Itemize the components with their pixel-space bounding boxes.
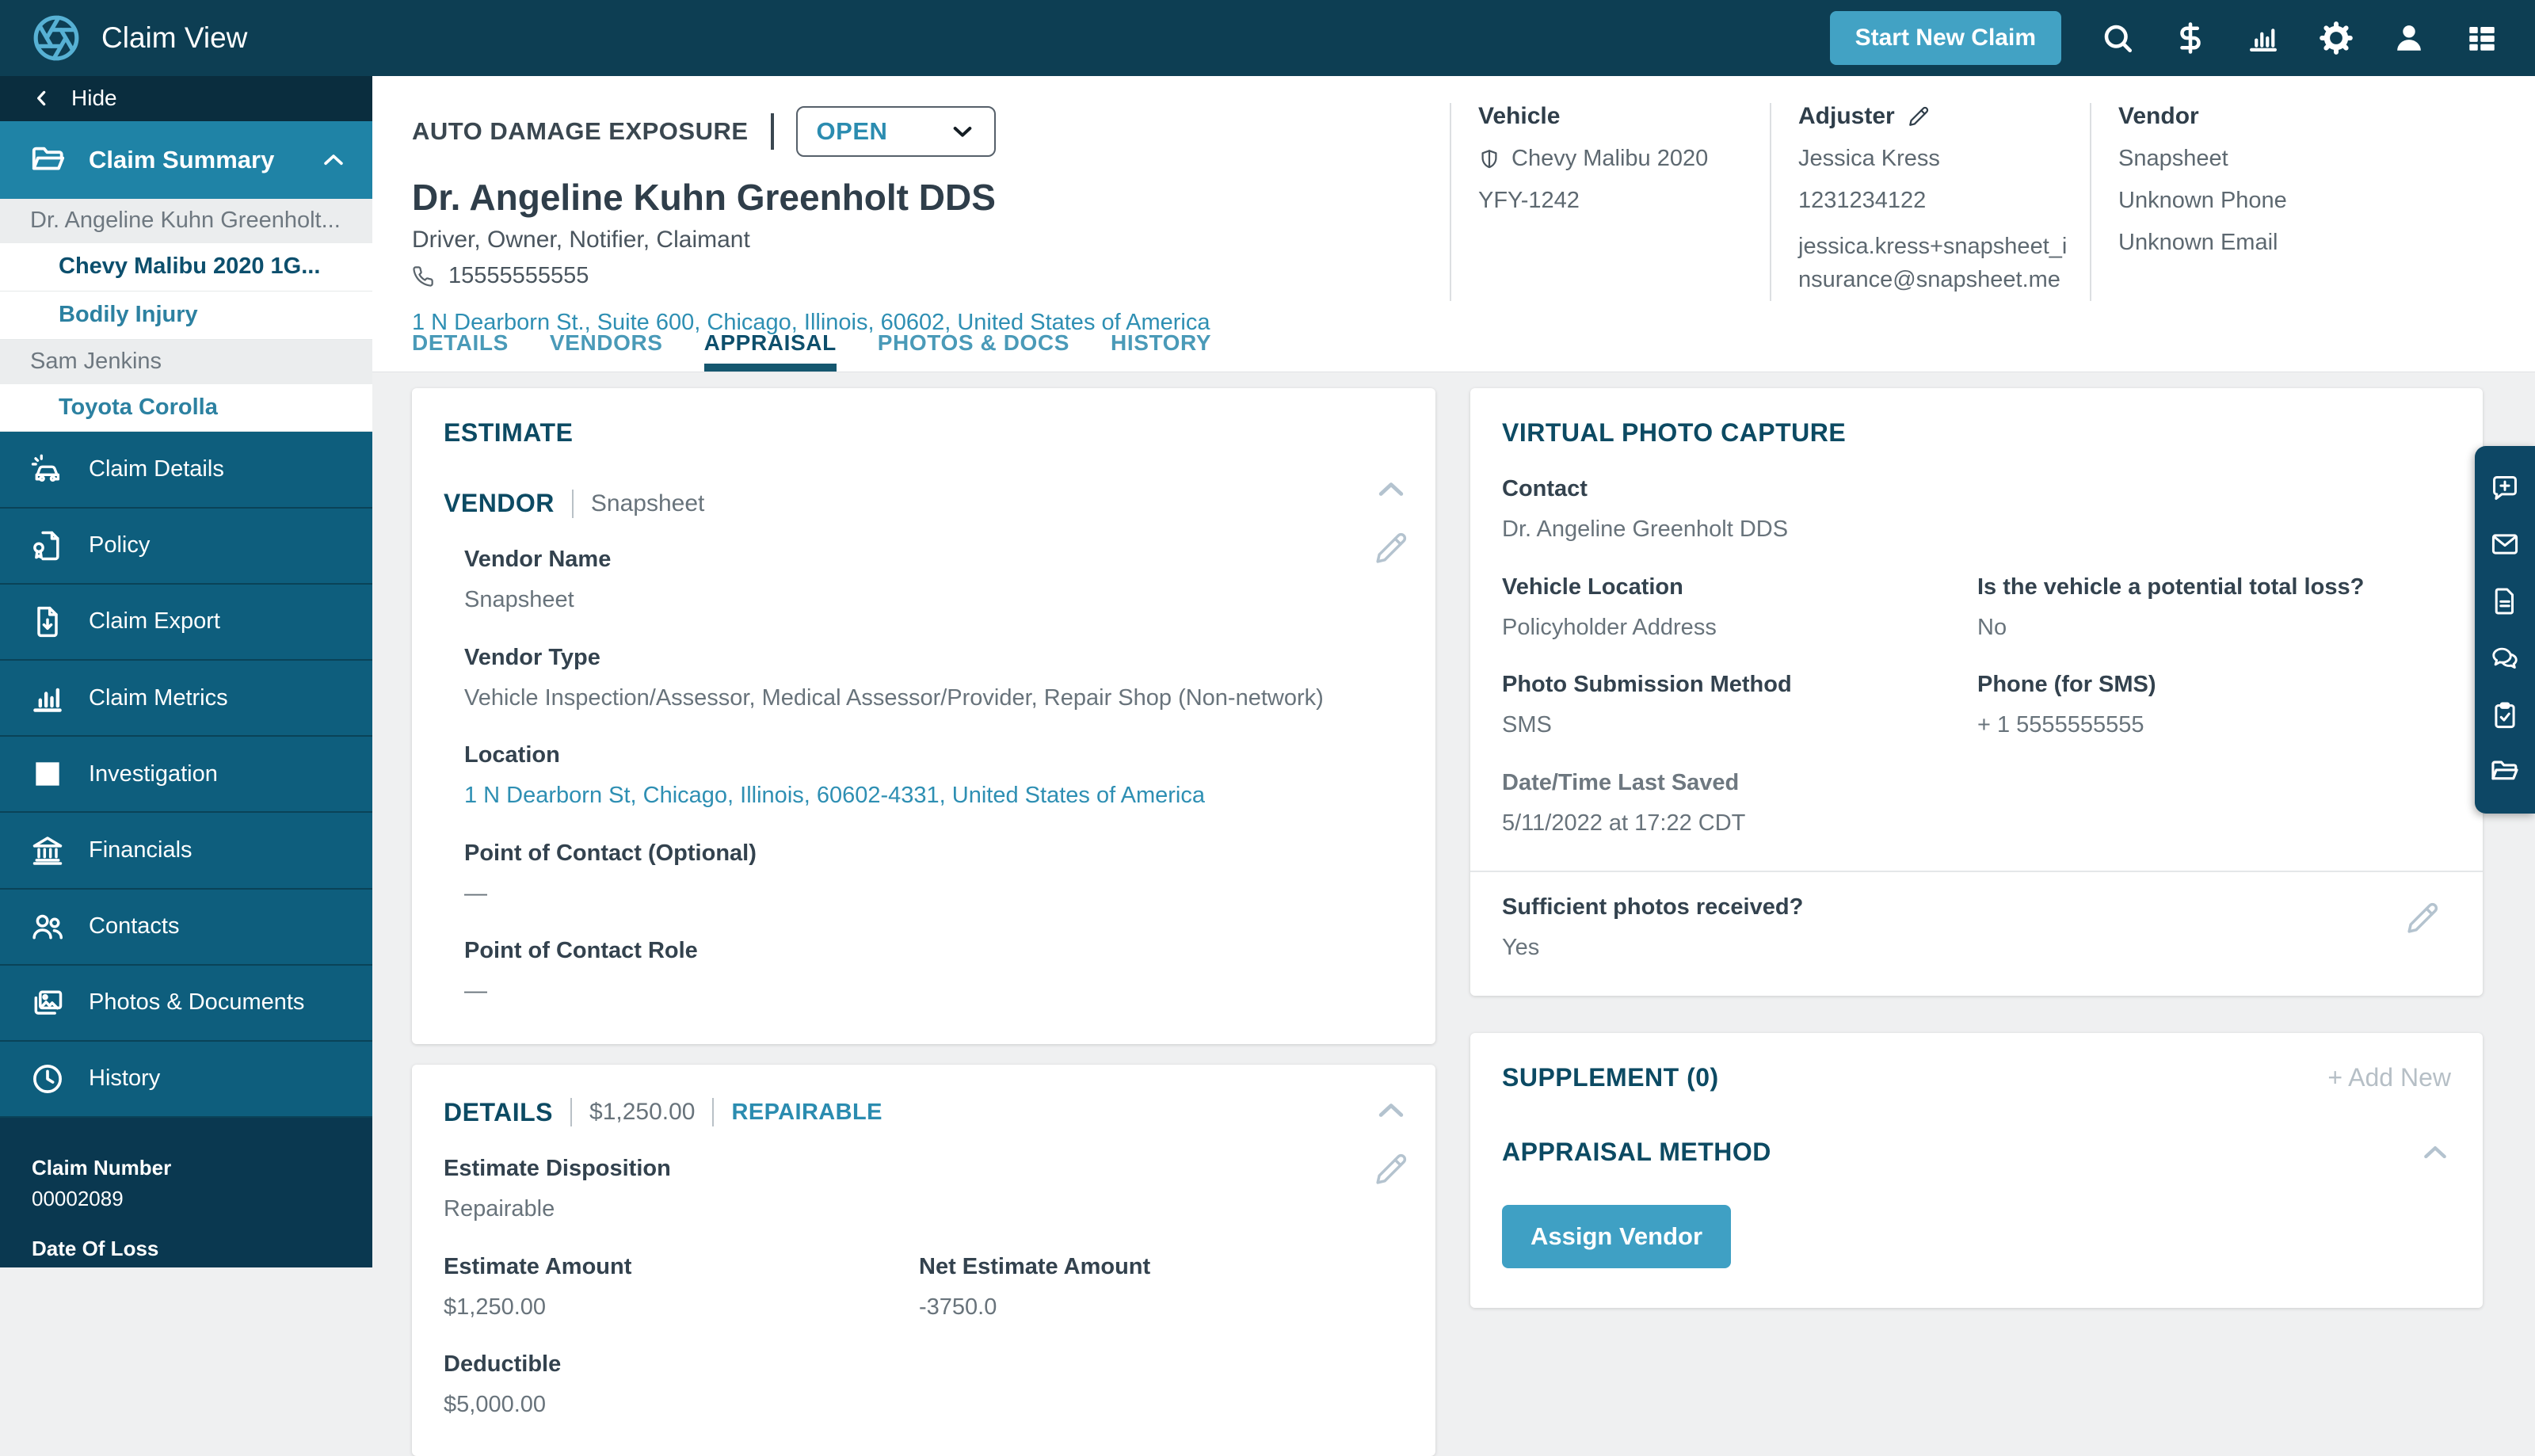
vendor-section-value: Snapsheet [590, 490, 705, 516]
menu-item-label: Policy [89, 532, 151, 558]
hide-label: Hide [71, 86, 117, 111]
grid-menu-icon[interactable] [2465, 21, 2499, 55]
tab-photos-docs[interactable]: PHOTOS & DOCS [877, 330, 1069, 355]
search-icon[interactable] [2101, 21, 2134, 55]
square-icon [30, 757, 65, 791]
field-value: Vehicle Inspection/Assessor, Medical Assessor/Provider, Repair Shop (Non-network) [464, 684, 1324, 711]
metrics-icon[interactable] [2247, 21, 2280, 55]
vpc-total-loss-field [1977, 574, 2451, 644]
tree-item-label: Bodily Injury [59, 302, 198, 328]
location-link[interactable]: 1 N Dearborn St, Chicago, Illinois, 60602-4331, United States of America [464, 783, 1205, 809]
car-crash-icon [30, 452, 65, 486]
folder-open-icon [30, 142, 67, 178]
field-value: 5/11/2022 at 17:22 CDT [1502, 810, 1746, 836]
menu-item-label: Photos & Documents [89, 989, 305, 1016]
chevron-down-icon [950, 119, 975, 144]
field-value: $5,000.00 [444, 1392, 547, 1418]
sidebar-item-claim-metrics[interactable] [0, 661, 372, 737]
menu-item-label: Investigation [89, 760, 218, 787]
edit-pencil-icon[interactable] [1908, 105, 1930, 128]
field-value: — [464, 978, 487, 1004]
sidebar-item-contacts[interactable] [0, 890, 372, 966]
separator [572, 490, 574, 518]
field-label: Date/Time Last Saved [1502, 769, 1740, 795]
vendor-type-field [464, 645, 1404, 715]
field-value: Yes [1502, 935, 1540, 961]
photos-icon [30, 985, 65, 1020]
start-new-claim-button[interactable]: Start New Claim [1830, 11, 2061, 65]
field-value: No [1977, 614, 2007, 640]
claim-number-value: 00002089 [32, 1187, 124, 1211]
user-icon[interactable] [2392, 21, 2426, 55]
settings-gear-icon[interactable] [2320, 21, 2353, 55]
claim-header [372, 76, 2535, 372]
sidebar-tree-bodily-injury[interactable] [0, 292, 372, 340]
sidebar-tree-sam-jenkins[interactable] [0, 340, 372, 384]
add-note-icon[interactable] [2490, 473, 2520, 503]
collapse-chevron-icon[interactable] [1374, 1093, 1409, 1128]
menu-item-label: Claim Details [89, 455, 224, 482]
location-field [464, 742, 1404, 812]
exposure-tabs [412, 330, 1211, 372]
sidebar-item-photos-documents[interactable] [0, 966, 372, 1042]
estimate-disposition-field [444, 1156, 1404, 1225]
sidebar-tree-vehicle-malibu[interactable] [0, 243, 372, 292]
vendor-name: Snapsheet [2118, 146, 2228, 171]
dollar-icon[interactable] [2174, 21, 2207, 55]
add-new-supplement-button[interactable]: + Add New [2327, 1062, 2451, 1092]
net-estimate-amount-field [919, 1254, 1404, 1324]
header-vehicle-column [1450, 103, 1770, 301]
chevron-up-icon [320, 147, 347, 173]
claimant-address-link[interactable]: 1 N Dearborn St., Suite 600, Chicago, Illinois, 60602, United States of America [412, 310, 1210, 335]
sidebar-tree-toyota-corolla[interactable] [0, 384, 372, 433]
sidebar-item-claim-summary[interactable] [0, 121, 372, 199]
vehicle-plate: YFY-1242 [1478, 188, 1580, 213]
claimant-roles: Driver, Owner, Notifier, Claimant [412, 227, 750, 253]
estimate-card-title: ESTIMATE [444, 418, 574, 447]
vehicle-name: Chevy Malibu 2020 [1511, 146, 1709, 171]
quick-actions-toolbar [2475, 446, 2535, 814]
conversations-icon[interactable] [2490, 643, 2520, 673]
field-label: Vendor Type [464, 644, 600, 670]
field-label: Contact [1502, 476, 1588, 501]
menu-item-label: Contacts [89, 913, 180, 940]
vpc-last-saved-field [1502, 770, 2451, 840]
phone-icon [412, 265, 434, 288]
supplement-card [1470, 1033, 2483, 1308]
aperture-logo-icon [32, 13, 81, 63]
assign-vendor-button[interactable]: Assign Vendor [1502, 1205, 1731, 1268]
sidebar-tree-claimant[interactable] [0, 199, 372, 243]
adjuster-label: Adjuster [1798, 103, 1895, 129]
email-icon[interactable] [2490, 529, 2520, 559]
chevron-left-icon [32, 88, 52, 109]
tasks-clipboard-icon[interactable] [2490, 700, 2520, 730]
menu-item-label: Claim Metrics [89, 684, 228, 711]
vpc-submission-method-field [1502, 672, 1977, 741]
sidebar-item-history[interactable] [0, 1042, 372, 1118]
collapse-chevron-icon[interactable] [2419, 1137, 2451, 1168]
tree-item-label: Sam Jenkins [30, 349, 162, 375]
estimate-amount-field [444, 1254, 919, 1324]
field-value: $1,250.00 [444, 1294, 547, 1320]
tree-item-label: Chevy Malibu 2020 1G... [59, 253, 321, 280]
claim-status-value: OPEN [816, 117, 888, 145]
sidebar-item-claim-details[interactable] [0, 432, 372, 508]
field-value: Snapsheet [464, 587, 574, 612]
policy-document-icon [30, 528, 65, 563]
menu-item-label: Claim Export [89, 608, 220, 635]
sidebar-hide-button[interactable] [0, 76, 372, 121]
vehicle-label: Vehicle [1478, 103, 1561, 129]
field-label: Estimate Amount [444, 1253, 632, 1279]
people-icon [30, 909, 65, 944]
field-label: Vehicle Location [1502, 574, 1683, 600]
separator [771, 113, 774, 150]
document-icon[interactable] [2490, 586, 2520, 616]
files-folder-icon[interactable] [2490, 757, 2520, 787]
appraisal-method-title: APPRAISAL METHOD [1502, 1138, 1771, 1167]
field-value: SMS [1502, 712, 1552, 738]
tree-item-label: Toyota Corolla [59, 394, 218, 420]
vpc-card-title: VIRTUAL PHOTO CAPTURE [1502, 418, 1847, 447]
vpc-vehicle-location-field [1502, 574, 1977, 644]
details-card [412, 1065, 1435, 1456]
adjuster-phone: 1231234122 [1798, 188, 1927, 213]
edit-pencil-icon[interactable] [1374, 1152, 1409, 1187]
field-label: Net Estimate Amount [919, 1253, 1151, 1279]
tab-details[interactable]: DETAILS [412, 330, 509, 355]
header-vendor-column [2090, 103, 2430, 301]
field-label: Point of Contact Role [464, 938, 698, 964]
collapse-chevron-icon[interactable] [1374, 472, 1409, 507]
vpc-sms-phone-field [1977, 672, 2451, 741]
point-of-contact-role-field [464, 938, 1404, 1008]
sidebar-item-financials[interactable] [0, 813, 372, 889]
tree-item-label: Dr. Angeline Kuhn Greenholt... [30, 208, 341, 234]
tab-vendors[interactable]: VENDORS [549, 330, 663, 355]
vpc-sufficient-photos-row [1502, 872, 2451, 996]
clock-icon [30, 1062, 65, 1096]
tab-history[interactable]: HISTORY [1111, 330, 1212, 355]
field-label: Is the vehicle a potential total loss? [1977, 574, 2365, 600]
menu-item-label: History [89, 1065, 161, 1092]
exposure-label: AUTO DAMAGE EXPOSURE [412, 117, 749, 145]
separator [712, 1098, 714, 1126]
field-value: — [464, 880, 487, 906]
field-label: Phone (for SMS) [1977, 672, 2156, 698]
details-status-badge: REPAIRABLE [731, 1099, 882, 1125]
date-of-loss-label: Date Of Loss [32, 1237, 159, 1261]
details-amount: $1,250.00 [589, 1099, 696, 1126]
field-label: Point of Contact (Optional) [464, 840, 757, 866]
claim-status-dropdown[interactable] [796, 106, 996, 157]
supplement-title: SUPPLEMENT (0) [1502, 1062, 1719, 1092]
document-download-icon [30, 604, 65, 639]
edit-pencil-icon[interactable] [1374, 531, 1409, 566]
claim-number-label: Claim Number [32, 1156, 172, 1180]
vendor-email: Unknown Email [2118, 230, 2278, 255]
deductible-field [444, 1351, 1404, 1421]
field-value: Policyholder Address [1502, 614, 1717, 640]
header-adjuster-column [1770, 103, 2090, 301]
point-of-contact-field [464, 840, 1404, 910]
sidebar [0, 76, 372, 1267]
virtual-photo-capture-card [1470, 388, 2483, 996]
field-label: Sufficient photos received? [1502, 894, 1804, 920]
claimant-phone: 15555555555 [448, 263, 589, 288]
bank-icon [30, 833, 65, 867]
field-value: -3750.0 [919, 1294, 997, 1320]
claimant-name: Dr. Angeline Kuhn Greenholt DDS [412, 177, 996, 218]
shield-icon [1478, 148, 1500, 170]
vpc-contact-field [1502, 476, 2451, 546]
top-bar [0, 0, 2535, 76]
brand [32, 13, 247, 63]
estimate-card [412, 388, 1435, 1044]
menu-item-label: Financials [89, 837, 193, 863]
vendor-name-field [464, 547, 1404, 616]
sidebar-item-policy[interactable] [0, 509, 372, 585]
field-label: Deductible [444, 1351, 562, 1378]
field-label: Vendor Name [464, 547, 612, 572]
vendor-phone: Unknown Phone [2118, 188, 2287, 213]
details-card-title: DETAILS [444, 1097, 554, 1126]
app-title: Claim View [101, 21, 248, 54]
field-value: + 1 5555555555 [1977, 712, 2144, 738]
field-label: Location [464, 742, 560, 768]
edit-pencil-icon[interactable] [2405, 901, 2440, 936]
adjuster-name: Jessica Kress [1798, 146, 1940, 171]
field-value: Repairable [444, 1195, 555, 1222]
sidebar-item-investigation[interactable] [0, 737, 372, 813]
adjuster-email: jessica.kress+snapsheet_insurance@snapsheet.me [1798, 234, 2068, 293]
tab-appraisal[interactable]: APPRAISAL [704, 330, 837, 372]
field-label: Photo Submission Method [1502, 672, 1792, 698]
sidebar-footer [0, 1118, 372, 1267]
field-value: Dr. Angeline Greenholt DDS [1502, 516, 1789, 542]
vendor-label: Vendor [2118, 103, 2199, 129]
bar-chart-icon [30, 680, 65, 715]
separator [570, 1098, 572, 1126]
claim-summary-label: Claim Summary [89, 145, 275, 173]
field-label: Estimate Disposition [444, 1155, 671, 1181]
topbar-actions [1830, 11, 2499, 65]
sidebar-item-claim-export[interactable] [0, 585, 372, 661]
vendor-section-title: VENDOR [444, 489, 555, 517]
